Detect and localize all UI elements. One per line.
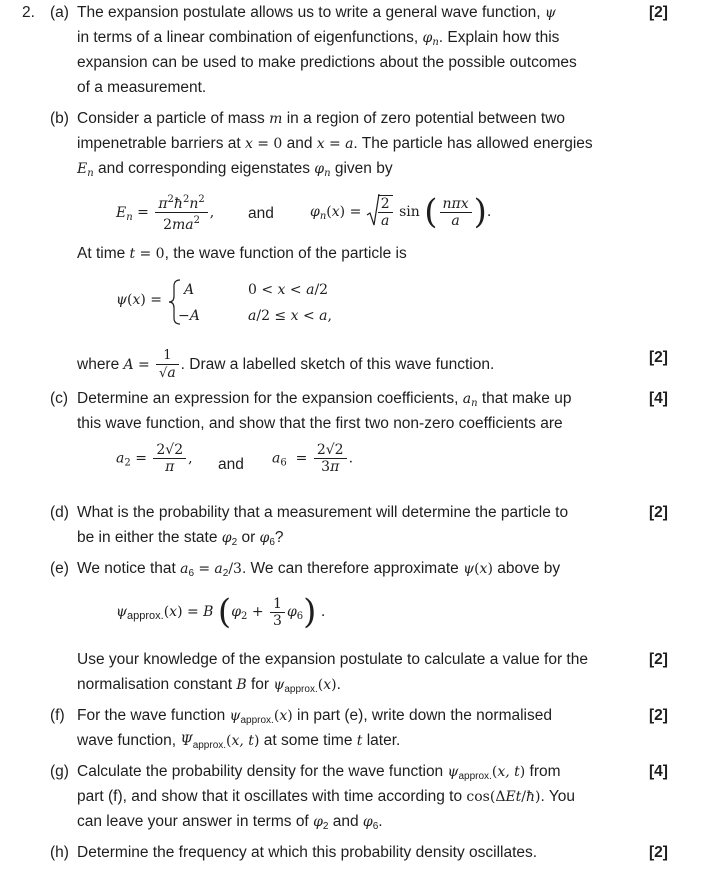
piecewise-lhs: ψ(x) = bbox=[116, 292, 163, 308]
part-b-where-line: where A = $\frac{1}{√a}$ . Draw a labelled sketch of this wave function. bbox=[77, 348, 495, 381]
part-e-line3: normalisation constant B for $\psi_{approx.}(x)$. bbox=[77, 676, 341, 695]
part-f-label: (f) bbox=[50, 707, 65, 724]
part-a-marks: [2] bbox=[649, 4, 668, 21]
part-f-marks: [2] bbox=[649, 707, 668, 724]
part-g-marks: [4] bbox=[649, 763, 668, 780]
part-c-line2: this wave function, and show that the first two non-zero coefficients are bbox=[77, 415, 563, 432]
part-b-marks: [2] bbox=[649, 349, 668, 366]
eigenstate-equation: $\varphi_n(x)$ = $\frac{2}{a}$ sin ( $\frac{\text{nπx}}{a}$ ). bbox=[310, 192, 492, 232]
part-h-line1: Determine the frequency at which this probability density oscillates. bbox=[77, 844, 538, 861]
part-h-label: (h) bbox=[50, 844, 69, 861]
piecewise-case1-range: 0 < x < a/2 bbox=[248, 282, 329, 298]
part-a-line4: of a measurement. bbox=[77, 79, 207, 96]
energy-equation: $E_n$ = $\frac{\pi^2ħ^2n^2}{2ma^2}$ , bbox=[116, 194, 215, 233]
part-e-line2: Use your knowledge of the expansion postulate to calculate a value for the bbox=[77, 651, 588, 668]
part-g-line2: part (f), and show that it oscillates with time according to cos(ΔEt/ħ). You bbox=[77, 788, 576, 805]
coefficient-a2: $a_2$ = $\frac{2√2}{\pi}$ , bbox=[116, 442, 193, 475]
part-a-line2: in terms of a linear combination of eigenfunctions, $\varphi_n$. Explain how this bbox=[77, 29, 560, 48]
part-b-line3: $E_n$ and corresponding eigenstates $\varphi_n$ given by bbox=[77, 160, 393, 179]
part-f-line1: For the wave function $\psi_{approx.}(x)$ in part (e), write down the normalised bbox=[77, 707, 552, 726]
part-g-line1: Calculate the probability density for the wave function $\psi_{approx.}(x$, t) from bbox=[77, 763, 561, 782]
piecewise-case2-range: a/2 ≤ x < a, bbox=[248, 308, 332, 324]
part-c-marks: [4] bbox=[649, 390, 668, 407]
part-b-and: and bbox=[248, 205, 274, 222]
piecewise-case1-value: A bbox=[184, 282, 195, 298]
piecewise-case2-value: −A bbox=[178, 308, 200, 324]
part-g-line3: can leave your answer in terms of $\varphi_2$ and $\varphi_6$. bbox=[77, 813, 383, 832]
part-d-marks: [2] bbox=[649, 504, 668, 521]
part-g-label: (g) bbox=[50, 763, 69, 780]
part-b-label: (b) bbox=[50, 110, 69, 127]
part-c-and: and bbox=[218, 456, 244, 473]
part-c-label: (c) bbox=[50, 390, 69, 407]
part-f-line2: wave function, $\Psi_{approx.}(x$, t) at some time t later. bbox=[77, 732, 401, 751]
part-d-label: (d) bbox=[50, 504, 69, 521]
part-d-line2: be in either the state $\varphi_2$ or $\varphi_6$? bbox=[77, 529, 284, 548]
part-b-time-line: At time t = 0, the wave function of the particle is bbox=[77, 245, 407, 262]
part-a-line1: The expansion postulate allows us to write a general wave function, ψ bbox=[77, 4, 556, 21]
part-a-line3: expansion can be used to make predictions about the possible outcomes bbox=[77, 54, 577, 71]
part-c-line1: Determine an expression for the expansion coefficients, $a_n$ that make up bbox=[77, 390, 572, 409]
part-d-line1: What is the probability that a measurement will determine the particle to bbox=[77, 504, 569, 521]
part-b-line2: impenetrable barriers at x = 0 and x = a. The particle has allowed energies bbox=[77, 135, 593, 152]
part-e-line1: We notice that $a_6 = a_2/3$. We can therefore approximate ψ(x) above by bbox=[77, 560, 561, 579]
approx-equation: $\psi_{approx.}(x) = B$ ($\varphi_2$ + $\frac{1}{3}$ $\varphi_6$) . bbox=[116, 592, 326, 632]
part-e-label: (e) bbox=[50, 560, 69, 577]
part-a-label: (a) bbox=[50, 4, 69, 21]
part-b-line1: Consider a particle of mass m in a region of zero potential between two bbox=[77, 110, 566, 127]
part-h-marks: [2] bbox=[649, 844, 668, 861]
question-number: 2. bbox=[22, 4, 35, 21]
coefficient-a6: $a_6$ = $\frac{2√2}{3\pi}$ . bbox=[272, 442, 354, 475]
part-e-marks: [2] bbox=[649, 651, 668, 668]
